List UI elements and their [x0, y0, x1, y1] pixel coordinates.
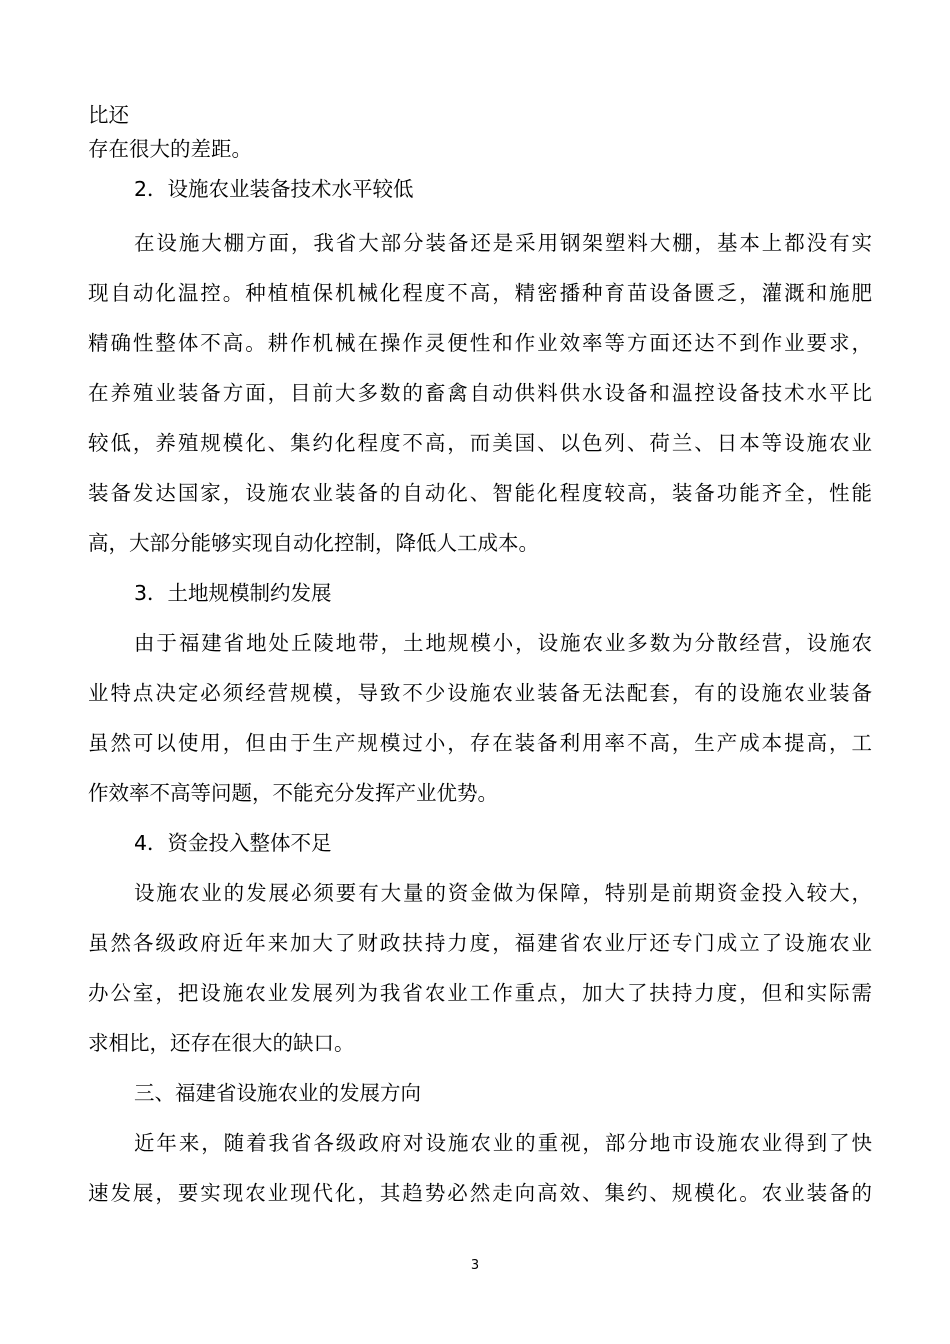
section-heading: 3．土地规模制约发展 — [134, 581, 332, 605]
text-line: 比还 — [88, 103, 129, 127]
paragraph-line: 虽然可以使用，但由于生产规模过小，存在装备利用率不高，生产成本提高，工 — [88, 731, 872, 755]
paragraph-line: 装备发达国家，设施农业装备的自动化、智能化程度较高，装备功能齐全，性能 — [88, 481, 872, 505]
paragraph-line: 虽然各级政府近年来加大了财政扶持力度，福建省农业厅还专门成立了设施农业 — [88, 931, 872, 955]
paragraph-line: 设施农业的发展必须要有大量的资金做为保障，特别是前期资金投入较大， — [134, 881, 872, 905]
section-heading: 三、福建省设施农业的发展方向 — [134, 1081, 421, 1105]
paragraph-line: 在设施大棚方面，我省大部分装备还是采用钢架塑料大棚，基本上都没有实 — [134, 231, 872, 255]
text-line: 存在很大的差距。 — [88, 137, 252, 161]
paragraph-line: 现自动化温控。种植植保机械化程度不高，精密播种育苗设备匮乏，灌溉和施肥 — [88, 281, 872, 305]
page-number: 3 — [470, 1258, 480, 1273]
paragraph-line: 精确性整体不高。耕作机械在操作灵便性和作业效率等方面还达不到作业要求， — [88, 331, 872, 355]
paragraph-line: 较低，养殖规模化、集约化程度不高，而美国、以色列、荷兰、日本等设施农业 — [88, 431, 872, 455]
paragraph-line: 办公室，把设施农业发展列为我省农业工作重点，加大了扶持力度，但和实际需 — [88, 981, 872, 1005]
paragraph-line: 作效率不高等问题，不能充分发挥产业优势。 — [88, 781, 498, 805]
paragraph-line: 求相比，还存在很大的缺口。 — [88, 1031, 355, 1055]
paragraph-line: 在养殖业装备方面，目前大多数的畜禽自动供料供水设备和温控设备技术水平比 — [88, 381, 872, 405]
paragraph-line: 速发展，要实现农业现代化，其趋势必然走向高效、集约、规模化。农业装备的 — [88, 1181, 872, 1205]
section-heading: 4．资金投入整体不足 — [134, 831, 332, 855]
section-heading: 2．设施农业装备技术水平较低 — [134, 177, 414, 201]
paragraph-line: 由于福建省地处丘陵地带，土地规模小，设施农业多数为分散经营，设施农 — [134, 631, 872, 655]
paragraph-line: 近年来，随着我省各级政府对设施农业的重视，部分地市设施农业得到了快 — [134, 1131, 872, 1155]
paragraph-line: 业特点决定必须经营规模，导致不少设施农业装备无法配套，有的设施农业装备 — [88, 681, 872, 705]
paragraph-line: 高，大部分能够实现自动化控制，降低人工成本。 — [88, 531, 539, 555]
